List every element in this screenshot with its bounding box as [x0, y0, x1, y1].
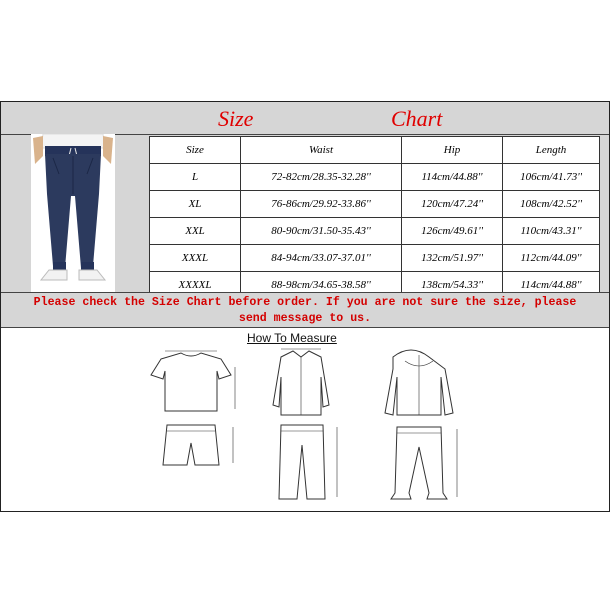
cell-size: XXXXL — [150, 272, 241, 299]
size-notice — [1, 292, 609, 328]
header-size: Size — [150, 137, 241, 164]
cell-size: XL — [150, 191, 241, 218]
cell-size: XXL — [150, 218, 241, 245]
cell-hip: 120cm/47.24'' — [402, 191, 503, 218]
header-length: Length — [503, 137, 600, 164]
header-hip: Hip — [402, 137, 503, 164]
tshirt-diagram — [151, 351, 235, 411]
title-bar — [1, 104, 609, 135]
cell-waist: 76-86cm/29.92-33.86'' — [241, 191, 402, 218]
cell-waist: 80-90cm/31.50-35.43'' — [241, 218, 402, 245]
cell-waist: 88-98cm/34.65-38.58'' — [241, 272, 402, 299]
how-to-measure-title: How To Measure — [247, 331, 337, 345]
cell-hip: 138cm/54.33'' — [402, 272, 503, 299]
cell-length: 114cm/44.88'' — [503, 272, 600, 299]
cell-size: XXXL — [150, 245, 241, 272]
table-row — [150, 218, 600, 245]
header-waist: Waist — [241, 137, 402, 164]
table-row — [150, 191, 600, 218]
cell-length: 112cm/44.09'' — [503, 245, 600, 272]
table-row — [150, 245, 600, 272]
size-chart-sheet — [0, 101, 610, 512]
how-to-measure-section — [1, 329, 609, 511]
joggers-diagram — [391, 427, 457, 499]
table-header-row — [150, 137, 600, 164]
size-chart-panel — [1, 102, 609, 328]
pants-photo — [31, 134, 115, 292]
title-size: Size — [218, 106, 254, 131]
trousers-diagram — [279, 425, 337, 499]
shirt-diagram — [273, 349, 329, 415]
cell-waist: 72-82cm/28.35-32.28'' — [241, 164, 402, 191]
notice-line-1: Please check the Size Chart before order. If you are not sure the size, please — [33, 296, 577, 309]
cell-length: 110cm/43.31'' — [503, 218, 600, 245]
cell-length: 108cm/42.52'' — [503, 191, 600, 218]
cell-hip: 114cm/44.88'' — [402, 164, 503, 191]
hoodie-diagram — [385, 350, 453, 415]
title-chart: Chart — [391, 106, 443, 131]
cell-length: 106cm/41.73'' — [503, 164, 600, 191]
notice-line-2: send message to us. — [238, 312, 372, 325]
table-row — [150, 164, 600, 191]
cell-hip: 132cm/51.97'' — [402, 245, 503, 272]
size-table — [149, 136, 600, 299]
cell-hip: 126cm/49.61'' — [402, 218, 503, 245]
shorts-diagram — [163, 425, 233, 465]
cell-size: L — [150, 164, 241, 191]
measure-diagrams — [141, 347, 471, 507]
cell-waist: 84-94cm/33.07-37.01'' — [241, 245, 402, 272]
